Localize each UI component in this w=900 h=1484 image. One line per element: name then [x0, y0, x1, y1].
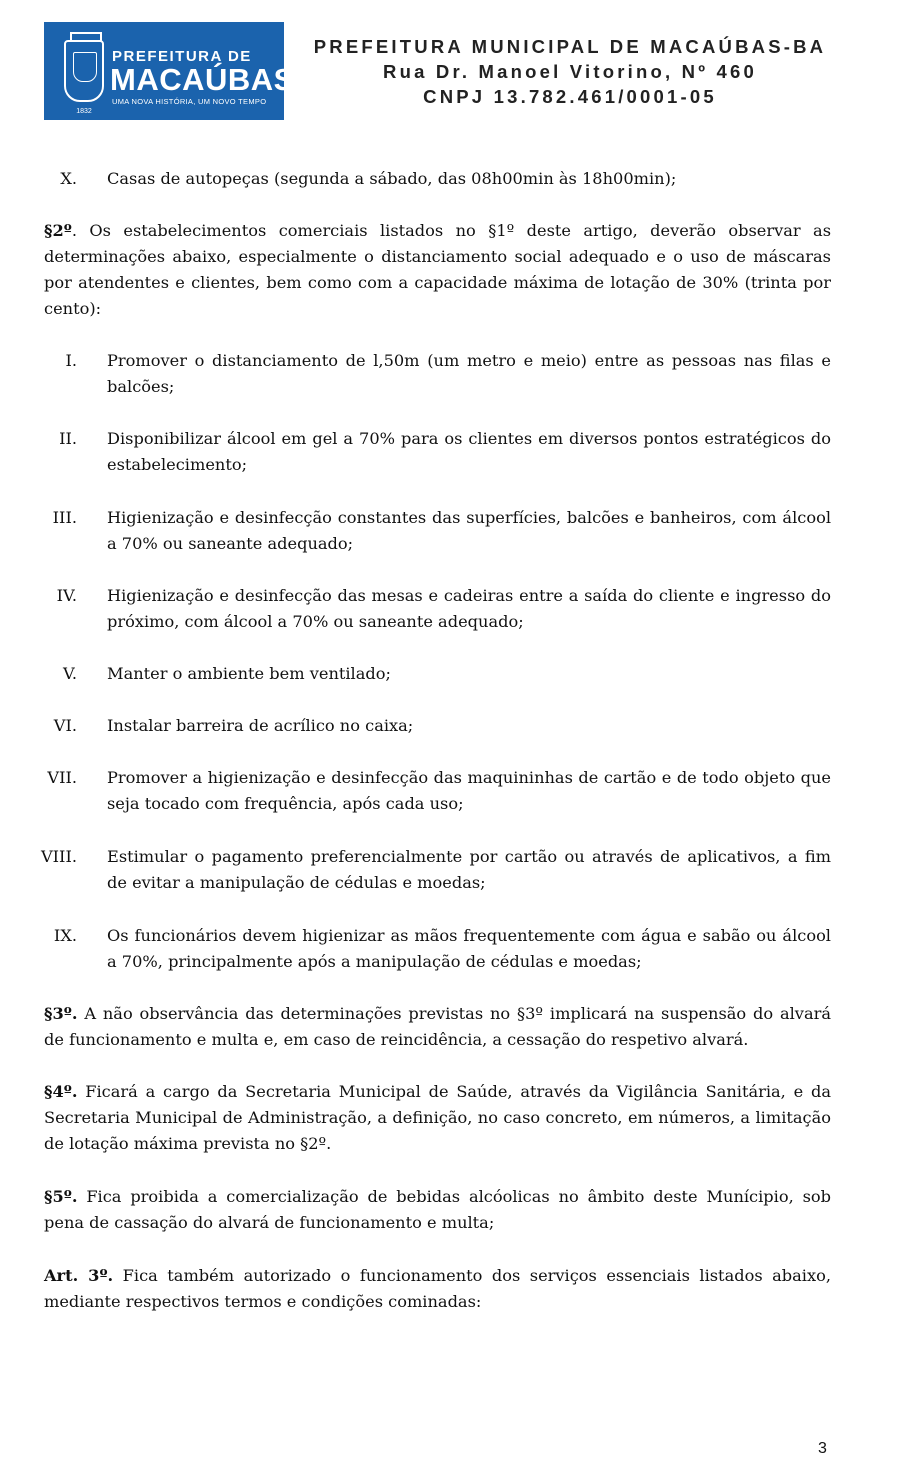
list-item-number: IX.	[53, 926, 77, 945]
paragraph-label: §4º.	[44, 1082, 78, 1101]
article-3	[44, 1263, 831, 1315]
list-item-text: Promover o distanciamento de l,50m (um metro e meio) entre as pessoas nas filas e balcões;	[107, 351, 831, 396]
list-item-text: Disponibilizar álcool em gel a 70% para os clientes em diversos pontos estratégicos do estabelecimento;	[107, 429, 831, 474]
article-text: Fica também autorizado o funcionamento dos serviços essenciais listados abaixo, mediante respectivos termos e condições cominadas:	[44, 1266, 831, 1311]
list-item-number: III.	[52, 508, 77, 527]
paragraph-text: . Os estabelecimentos comerciais listados no §1º deste artigo, deverão observar as determinações abaixo, especialmente o distanciamento social adequado e o uso de máscaras por atendentes e clientes, bem como com a capacidade máxima de lotação de 30% (trinta por cento):	[44, 221, 831, 318]
list-item-number: I.	[65, 351, 77, 370]
paragraph-label: §5º.	[44, 1187, 78, 1206]
header-title: PREFEITURA MUNICIPAL DE MACAÚBAS-BA	[313, 36, 827, 57]
paragraph-text: A não observância das determinações previstas no §3º implicará na suspensão do alvará de funcionamento e multa e, em caso de reincidência, a cessação do respetivo alvará.	[44, 1004, 831, 1049]
list-item-number: X.	[60, 169, 77, 188]
paragraph-4	[44, 1079, 831, 1157]
list-item-number: II.	[59, 429, 77, 448]
list-item-number: VII.	[47, 768, 77, 787]
list-item-number: VI.	[53, 716, 77, 735]
paragraph-label: §3º.	[44, 1004, 78, 1023]
header-address: Rua Dr. Manoel Vitorino, Nº 460	[383, 61, 757, 82]
paragraph-2	[44, 218, 831, 322]
coat-of-arms-icon	[64, 40, 104, 115]
crest-year: 1832	[76, 108, 92, 115]
list-item-number: VIII.	[40, 847, 77, 866]
paragraph-5	[44, 1184, 831, 1236]
paragraph-text: Ficará a cargo da Secretaria Municipal de Saúde, através da Vigilância Sanitária, e da Secretaria Municipal de Administração, a definição, no caso concreto, em números, a limitação de lotação máxima prevista no §2º.	[44, 1082, 831, 1153]
paragraph-label: §2º	[44, 221, 72, 240]
logo-tagline: UMA NOVA HISTÓRIA, UM NOVO TEMPO	[112, 97, 267, 106]
list-item-text: Manter o ambiente bem ventilado;	[107, 664, 391, 683]
list-item-text: Os funcionários devem higienizar as mãos frequentemente com água e sabão ou álcool a 70%, principalmente após a manipulação de cédulas e moedas;	[107, 926, 831, 971]
logo-line1: PREFEITURA DE	[112, 48, 252, 65]
prefeitura-logo	[44, 22, 295, 120]
list-item-text: Casas de autopeças (segunda a sábado, das 08h00min às 18h00min);	[107, 169, 677, 188]
page-number: 3	[818, 1440, 827, 1457]
list-item-text: Instalar barreira de acrílico no caixa;	[107, 716, 414, 735]
list-item-number: IV.	[56, 586, 77, 605]
article-label: Art. 3º.	[44, 1266, 114, 1285]
list-item-text: Promover a higienização e desinfecção das maquininhas de cartão e de todo objeto que seja tocado com frequência, após cada uso;	[107, 768, 831, 813]
paragraph-3	[44, 1001, 831, 1053]
logo-line2: MACAÚBAS	[110, 62, 295, 97]
header-cnpj: CNPJ 13.782.461/0001-05	[423, 86, 717, 107]
paragraph-text: Fica proibida a comercialização de bebidas alcóolicas no âmbito deste Munícipio, sob pena de cassação do alvará de funcionamento e multa;	[44, 1187, 831, 1232]
list-item-text: Estimular o pagamento preferencialmente por cartão ou através de aplicativos, a fim de evitar a manipulação de cédulas e moedas;	[107, 847, 831, 892]
list-item-text: Higienização e desinfecção das mesas e cadeiras entre a saída do cliente e ingresso do próximo, com álcool a 70% ou saneante adequado;	[107, 586, 831, 631]
list-item-text: Higienização e desinfecção constantes das superfícies, balcões e banheiros, com álcool a 70% ou saneante adequado;	[107, 508, 831, 553]
list-item-number: V.	[62, 664, 77, 683]
